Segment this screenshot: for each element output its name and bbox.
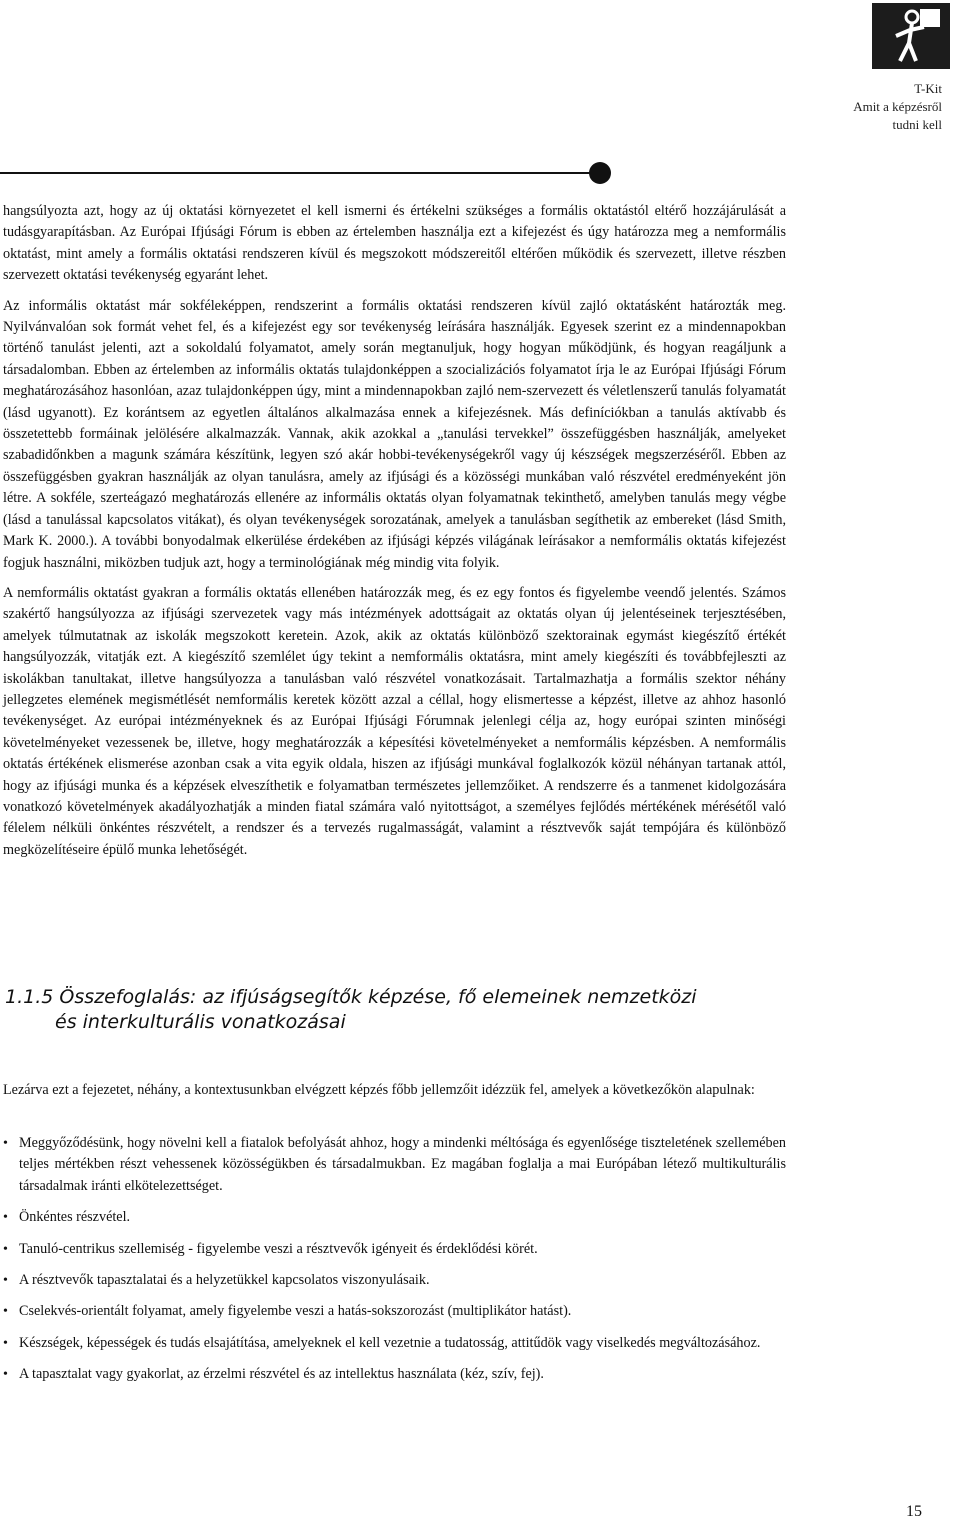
list-item <box>3 1133 786 1197</box>
list-item-text: Önkéntes részvétel. <box>19 1209 131 1226</box>
paragraph: hangsúlyozta azt, hogy az új oktatási környezetet el kell ismerni és értékelni szükséges a formális oktatástól eltérő hozzájárulását a tudásgyarapításban. Az Európai Ifjúsági Fórum is ebben az értelemben használja ezt a kifejezést és úgy határozza meg a nemformális oktatást, mint amely a formális oktatási rendszeren kívül és megszokott módszereitől eltérően működik és szervezett, illetve részben szervezett oktatási tevékenység egyaránt lehet. <box>3 203 786 284</box>
bullet-icon: • <box>3 1273 8 1289</box>
list-item <box>3 1333 786 1354</box>
paragraph: Az informális oktatást már sokféleképpen, rendszerint a formális oktatási rendszeren kívül zajló oktatásként határozták meg. Nyilvánvalóan sok formát vehet fel, és a kifejezést egy sor tevékenység leírására használják. Egyesek szerint ez a mindennapokban történő tanulást jelenti, azt a sokoldalú folyamatot, amely során megtanuljuk, hogy hogyan működjünk, és hogyan reagáljunk a társadalomban. Ebben az értelemben az informális oktatás tulajdonképpen a szocializációs folyamatot írja le az Európai Ifjúsági Fórum meghatározásához hasonlóan, azaz tulajdonképpen úgy, mint a mindennapokban zajló nem-szervezett és véletlenszerű tanulás folyamatát (lásd ugyanott). Ez korántsem az egyetlen általános alkalmazása ennek a kifejezésnek. Más definíciókban a tanulás aktívabb és összetettebb formáinak jelölésére alkalmazzák. Vannak, akik azokkal a „tanulási tervekkel” összefüggésben használják, amelyeket szabadidőnkben a magunk számára készítünk, legyen szó akár hobbi-tevékenységekről vagy új készségek megszerzéséről. Ebben az összefüggésben gyakran használják az olyan tanulásra, amely az ifjúsági és a közösségi munkában való részvétel eredményeként jön létre. A sokféle, szerteágazó meghatározás ellenére az informális oktatás olyan folyamatnak tekinthető, amelyben tanulás megy végbe (lásd a tanulással kapcsolatos vitákat), és olyan tevékenységek sorozatának, amelyek a tanulásban segíthetik az embereket (lásd Smith, Mark K. 2000.). A további bonyodalmak elkerülése érdekében az ifjúsági képzés világának leírásakor a nemformális oktatás kifejezést fogjuk használni, miközben tudjuk azt, hogy a terminológiának még mindig vita folyik. <box>3 297 786 571</box>
intro-paragraph: Lezárva ezt a fejezetet, néhány, a kontextusunkban elvégzett képzés főbb jellemzőit idézzük fel, amelyek a következőkön alapulnak: <box>3 1082 755 1098</box>
list-item-text: A tapasztalat vagy gyakorlat, az érzelmi részvétel és az intellektus használata (kéz, szív, fej). <box>19 1366 544 1383</box>
section-heading-line1: 1.1.5 Összefoglalás: az ifjúságsegítők képzése, fő elemeinek nemzetközi <box>5 986 697 1008</box>
header-title: Amit a képzésről <box>853 99 942 114</box>
bullet-list <box>3 1133 786 1396</box>
list-item-text: Meggyőződésünk, hogy növelni kell a fiatalok befolyását ahhoz, hogy a mindenki méltósága és egyenlősége tiszteletének szellemében teljes mértékben részt vehessenek közösségükben és társadalmukban. Ez magában foglalja a mai Európában létező multikulturális társadalmak iránti elkötelezettséget. <box>19 1135 786 1194</box>
header-subtitle: tudni kell <box>892 117 942 132</box>
section-heading-line2: és interkulturális vonatkozásai <box>55 1011 346 1033</box>
intro-text <box>3 1080 786 1101</box>
header-series: T-Kit <box>914 81 942 96</box>
bullet-icon: • <box>3 1241 8 1257</box>
header-divider <box>0 172 594 174</box>
paragraph: A nemformális oktatást gyakran a formális oktatás ellenében határozzák meg, és ez egy fontos és figyelembe veendő jelentés. Számos szakértő hangsúlyozza az ifjúsági szervezetek vagy más intézmények adottságait az oktatás olyan új jelentéseinek terjesztésében, amelyek túlmutatnak az iskolák megszokott keretein. Azok, akik az oktatás különböző szektorainak egymást kiegészítő értékét hangsúlyozzák, vitatják ezt. A kiegészítő szemlélet úgy tekint a nemformális oktatásra, mint amely kiegészíti és továbbfejleszti az iskolákban tanultakat, illetve hangsúlyozza a tanulásban való részvétel vonatkozásait. Tartalmazhatja a formális szektor néhány jellegzetes elemének megismétlését nemformális keretek között azzal a céllal, hogy elismertesse a képzést, illetve az ahhoz hasonló tevékenységet. Az európai intézményeknek és az Európai Ifjúsági Fórumnak jelenlegi célja az, hogy európai szinten minőségi követelményeket vezessenek be, illetve, hogy meghatározzák a képesítési követelményeket a nemformális képzésben. A nemformális oktatás értékének elismerése azonban csak a vita egyik oldala, hiszen az ifjúsági munkával foglalkozók közül néhányan tartanak attól, hogy az ifjúsági munka és a képzések elveszíthetik e folyamatban természetes jellemzőiket. A rendszerre és a tanmenet kidolgozására vonatkozó követelmények akadályozhatják a minden fiatal számára való nyitottságot, a személyes fejlődés mértékének mérésétől való félelem nélküli önkéntes részvételt, a rendszer és a tervezés rugalmasságát, valamint a résztvevők saját tempójára és különböző megközelítéseire épülő munka lehetőségét. <box>3 584 786 858</box>
body-text <box>3 201 786 870</box>
bullet-icon: • <box>3 1304 8 1320</box>
list-item-text: Készségek, képességek és tudás elsajátítása, amelyeknek el kell vezetnie a tudatosság, attitűdök vagy viselkedés megváltozásához. <box>19 1334 761 1351</box>
list-item <box>3 1364 786 1385</box>
section-heading <box>5 985 785 1035</box>
bullet-icon: • <box>3 1210 8 1226</box>
list-item <box>3 1270 786 1291</box>
list-item <box>3 1301 786 1322</box>
page-number: 15 <box>906 1503 922 1520</box>
list-item <box>3 1207 786 1228</box>
bullet-icon: • <box>3 1335 8 1351</box>
bullet-icon: • <box>3 1136 8 1151</box>
stick-figure-logo-icon <box>872 3 950 69</box>
list-item-text: A résztvevők tapasztalatai és a helyzetükkel kapcsolatos viszonyulásaik. <box>19 1272 430 1289</box>
list-item-text: Tanuló-centrikus szellemiség - figyelembe veszi a résztvevők igényeit és érdeklődési körét. <box>19 1240 538 1257</box>
running-header <box>742 80 942 134</box>
list-item-text: Cselekvés-orientált folyamat, amely figyelembe veszi a hatás-sokszorozást (multiplikátor hatást). <box>19 1303 572 1320</box>
list-item <box>3 1239 786 1260</box>
bullet-icon: • <box>3 1367 8 1383</box>
divider-dot <box>589 162 611 184</box>
